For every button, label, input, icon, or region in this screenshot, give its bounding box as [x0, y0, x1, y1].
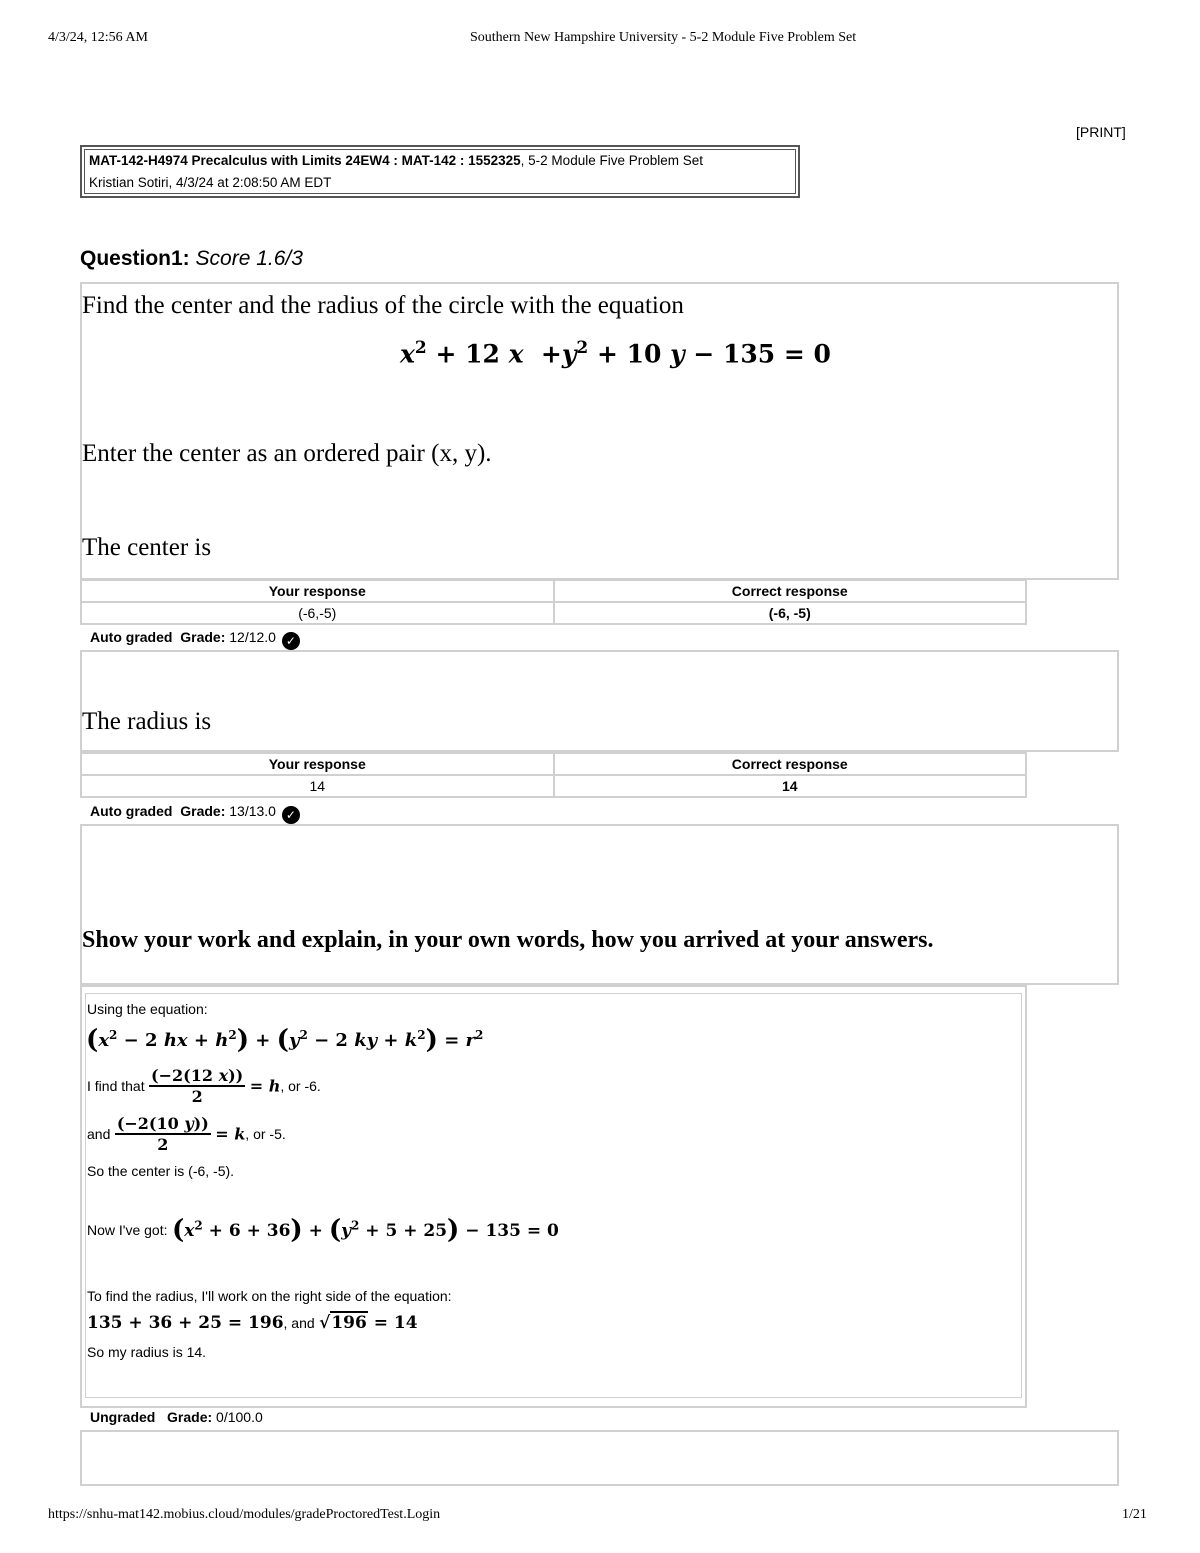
assignment-name: , 5-2 Module Five Problem Set	[520, 153, 704, 168]
your-response-header: Your response	[81, 580, 554, 602]
radius-correct-response: 14	[554, 775, 1027, 797]
work-line-8: 135 + 36 + 25 = 196, and √196 = 14	[87, 1313, 418, 1333]
student-line: Kristian Sotiri, 4/3/24 at 2:08:50 AM EDT	[89, 175, 332, 190]
question-label: Question1:	[80, 247, 190, 270]
work-line-4-tail: , or -5.	[245, 1126, 286, 1142]
work-line-3-text: I find that	[87, 1078, 145, 1094]
circle-equation: $x^2 + 12$ $x +y^2 + 10$ y − 135 = 0	[400, 338, 831, 369]
center-response-table	[80, 579, 1027, 625]
page-title: Southern New Hampshire University - 5-2 Module Five Problem Set	[470, 30, 857, 45]
work-line-4-text: and	[87, 1126, 111, 1142]
print-link[interactable]: [PRINT]	[1076, 124, 1126, 140]
work-line-5: So the center is (-6, -5).	[87, 1163, 235, 1179]
work-line-7: To find the radius, I'll work on the right side of the equation:	[87, 1288, 452, 1304]
center-instruction: Enter the center as an ordered pair (x, y).	[82, 440, 492, 467]
center-correct-response: (-6, -5)	[554, 602, 1027, 624]
fraction-k: $\frac{(-2(10 y))}{2}$	[116, 1114, 209, 1154]
page-url: https://snhu-mat142.mobius.cloud/modules/gradeProctoredTest.Login	[48, 1507, 441, 1522]
your-response-header: Your response	[81, 753, 554, 775]
fraction-h: $\frac{(-2(12 x))}{2}$	[151, 1066, 244, 1106]
radius-response-table	[80, 752, 1027, 798]
work-line-8-text: , and	[283, 1315, 315, 1331]
work-line-6-text: Now I've got:	[87, 1222, 168, 1238]
grade-value: 12/12.0	[229, 629, 276, 645]
radius-grade	[90, 803, 300, 824]
center-grade	[90, 629, 300, 650]
radius-prompt: The radius is	[82, 708, 212, 735]
grade-label: Grade:	[180, 629, 226, 645]
work-line-9: So my radius is 14.	[87, 1344, 207, 1360]
work-prompt: Show your work and explain, in your own words, how you arrived at your answers.	[82, 927, 934, 953]
work-line-6: Now I've got: $(x^2 + 6 + 36) + (y^2 + 5 + 25) - 135 = 0$	[87, 1215, 559, 1245]
grade-value: 13/13.0	[229, 803, 276, 819]
correct-response-header: Correct response	[554, 580, 1027, 602]
grade-label: Grade:	[167, 1409, 213, 1425]
grade-label: Grade:	[180, 803, 226, 819]
course-info-box	[80, 145, 800, 198]
grade-type: Auto graded	[90, 803, 173, 819]
work-prompt-box	[80, 824, 1119, 985]
next-question-box	[80, 1430, 1119, 1486]
work-line-4: and $\frac{(-2(10 y))}{2}$ = k, or -5.	[87, 1114, 286, 1154]
grade-type: Auto graded	[90, 629, 173, 645]
correct-response-header: Correct response	[554, 753, 1027, 775]
question-heading	[80, 247, 303, 271]
center-prompt: The center is	[82, 534, 212, 561]
question-score: Score 1.6/3	[195, 247, 303, 270]
grade-value: 0/100.0	[216, 1409, 263, 1425]
center-your-response: (-6,-5)	[81, 602, 554, 624]
work-line-1: Using the equation:	[87, 1001, 208, 1017]
work-line-3-tail: , or -6.	[280, 1078, 321, 1094]
check-circle-icon: ✓	[282, 806, 300, 824]
print-datetime: 4/3/24, 12:56 AM	[48, 30, 148, 45]
course-name: MAT-142-H4974 Precalculus with Limits 24EW4 : MAT-142 : 1552325	[89, 153, 521, 168]
question-box	[80, 282, 1119, 580]
question-prompt: Find the center and the radius of the circle with the equation	[82, 292, 684, 319]
work-grade	[90, 1409, 263, 1425]
work-line-3: I find that $\frac{(-2(12 x))}{2}$ = h, or -6.	[87, 1066, 321, 1106]
work-general-equation: ($x^2 - 2$ hx + $h^2) + (y^2 - 2$ ky + $k^2) = r^2$	[86, 1025, 484, 1055]
check-circle-icon: ✓	[282, 632, 300, 650]
grade-type: Ungraded	[90, 1409, 156, 1425]
radius-your-response: 14	[81, 775, 554, 797]
page-number: 1/21	[1122, 1507, 1147, 1522]
radius-box	[80, 650, 1119, 752]
